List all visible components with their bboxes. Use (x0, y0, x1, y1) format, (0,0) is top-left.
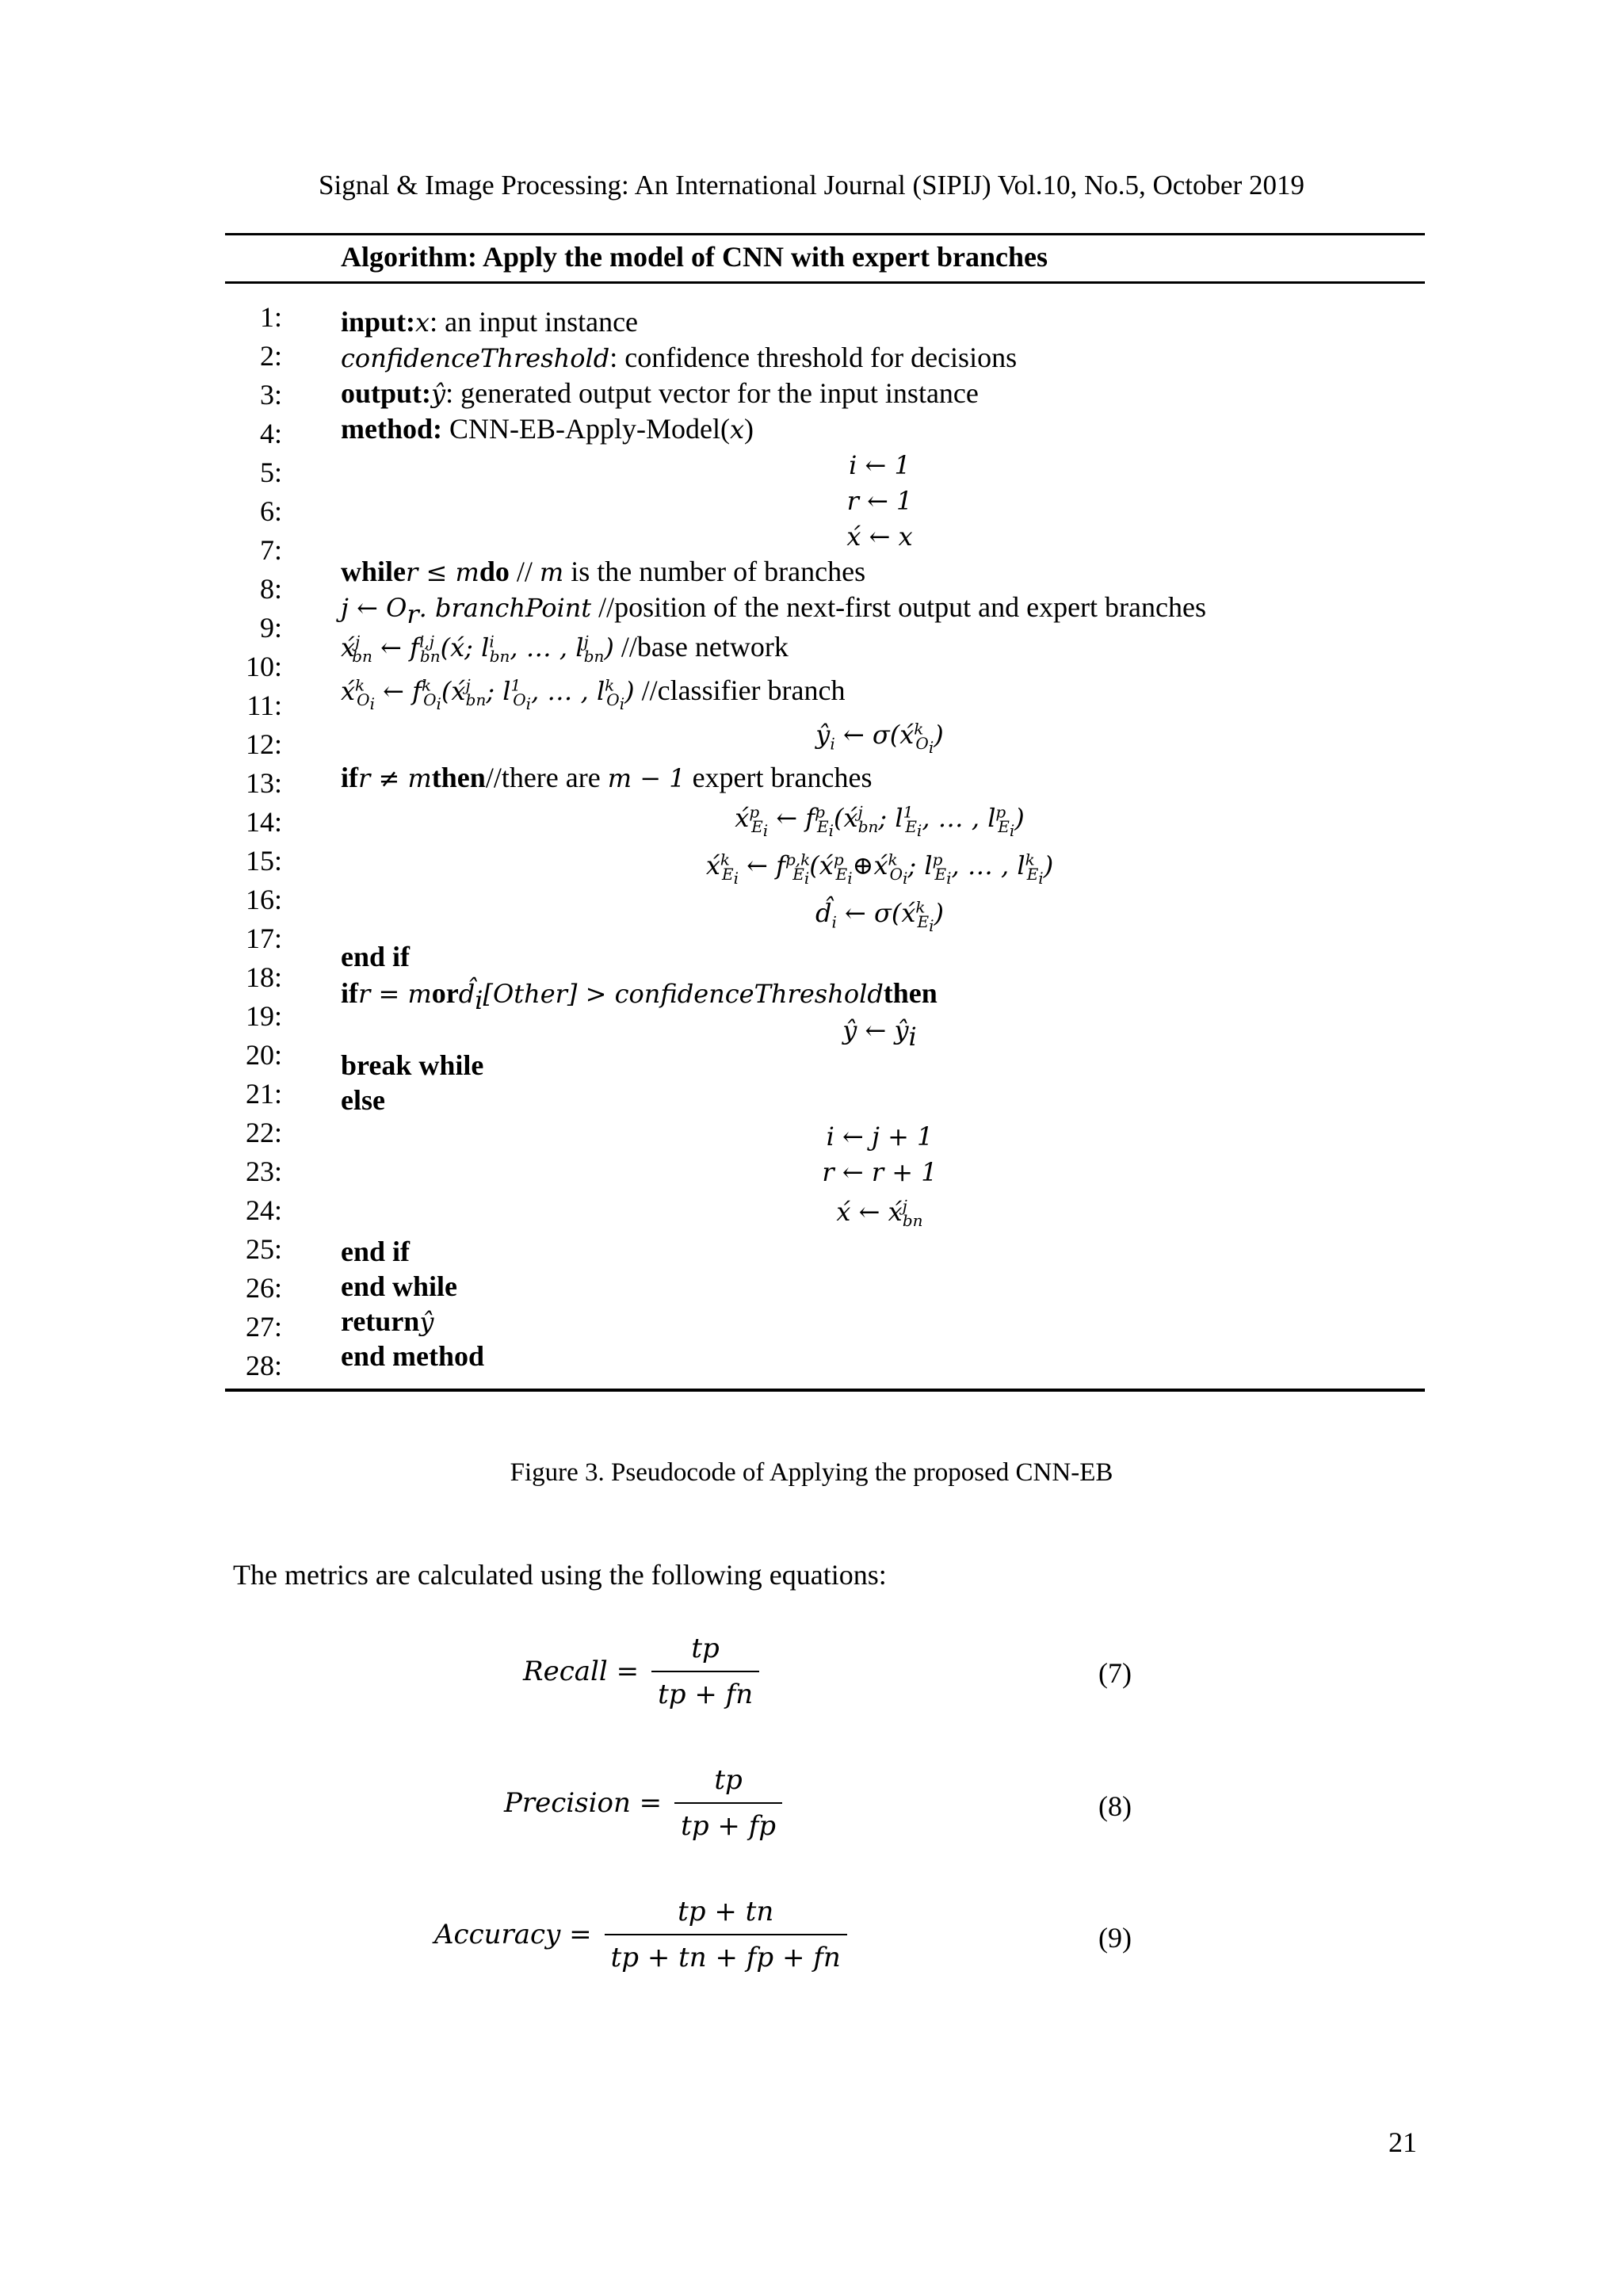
equation-denominator: tp + fp (674, 1802, 782, 1842)
line-number: 6: (259, 495, 282, 527)
line-number: 8: (259, 573, 282, 605)
line-number: 3: (259, 379, 282, 411)
equation-lhs: Precision = (504, 1787, 663, 1819)
line-number: 26: (245, 1272, 282, 1304)
algo-line-assign-output: ŷ ← $ŷ_i$ (842, 1015, 917, 1052)
algo-line-end-if-2: end if (341, 1236, 411, 1267)
equation-accuracy (434, 1896, 847, 1973)
line-number: 22: (245, 1117, 282, 1148)
line-number: 11: (246, 690, 282, 721)
algo-line-expert-k: x́$^k_{E_i}$ ← $f^{p,k}_{E_i}(x́^p_{E_i}\oplus x́^k_{O_i}$; $l^p_{E_i}$, … , $l^k_{E_i}$) (705, 850, 1054, 888)
equation-numerator: tp (691, 1633, 720, 1664)
line-number: 10: (245, 651, 282, 682)
algo-line-while: whiler ≤ mdo // m is the number of branches (341, 556, 866, 587)
line-number: 24: (245, 1194, 282, 1226)
algo-line-update-r: r ← r + 1 (822, 1157, 938, 1187)
body-paragraph: The metrics are calculated using the following equations: (233, 1559, 887, 1591)
algo-line-update-x: x́ ← x́$^j_{bn}$ (836, 1196, 923, 1231)
equation-numerator: tp + tn (678, 1896, 774, 1927)
algo-line-end-while: end while (341, 1270, 458, 1302)
line-number: 23: (245, 1156, 282, 1187)
line-number: 15: (245, 845, 282, 877)
equation-denominator: tp + tn + fp + fn (605, 1934, 847, 1973)
algo-line-if-stop: ifr = $mord̂_i[Other]$ > confidenceThresholdthen (341, 977, 938, 1016)
algo-line-classifier-branch: x́$^k_{O_i}$ ← $f^k_{O_i}(x́^j_{bn}$; $l^1_{O_i}$, … , $l^k_{O_i}$) //classifier branch (341, 674, 846, 714)
algo-line-break: break while (341, 1049, 484, 1081)
line-number: 21: (245, 1078, 282, 1110)
algo-line-method: method: CNN-EB-Apply-Model(x) (341, 413, 754, 445)
algo-line-confidence: confidenceThreshold: confidence threshold for decisions (341, 342, 1018, 373)
page-number: 21 (1388, 2126, 1417, 2158)
equation-precision (504, 1764, 782, 1842)
line-number: 1: (259, 301, 282, 333)
algo-line-decision: $d̂_i$ ← σ(x́$^k_{E_i}$) (815, 897, 945, 936)
line-number: 4: (259, 418, 282, 449)
bottom-rule (225, 1389, 1425, 1392)
equation-fraction (605, 1896, 847, 1973)
algo-line-update-i: i ← j + 1 (826, 1121, 934, 1152)
line-number: 14: (245, 806, 282, 838)
equation-number: (9) (1098, 1922, 1132, 1954)
line-number: 18: (245, 961, 282, 993)
algo-line-branch-point: j ← $O_r$. branchPoint //position of the next-first output and expert branches (341, 591, 1206, 630)
title-rule (225, 281, 1425, 284)
equation-numerator: tp (714, 1764, 743, 1796)
top-rule (225, 233, 1425, 235)
algo-line-init-x: x́ ← x (846, 521, 913, 552)
algo-line-classifier-output: $ŷ_i$ ← σ(x́$^k_{O_i}$) (815, 719, 944, 758)
equation-lhs: Recall = (523, 1656, 640, 1687)
algo-line-init-i: i ← 1 (849, 450, 911, 480)
algo-line-end-if: end if (341, 941, 411, 972)
equation-denominator: tp + fn (651, 1671, 759, 1710)
equation-fraction (674, 1764, 782, 1842)
line-number: 17: (245, 923, 282, 954)
line-number: 9: (259, 612, 282, 644)
equation-number: (7) (1098, 1657, 1132, 1689)
line-number: 12: (245, 728, 282, 760)
algo-line-output: output:ŷ: generated output vector for the input instance (341, 377, 979, 409)
algo-line-end-method: end method (341, 1340, 485, 1372)
line-number: 19: (245, 1000, 282, 1032)
line-number: 2: (259, 340, 282, 372)
equation-number: (8) (1098, 1790, 1132, 1822)
line-number: 20: (245, 1039, 282, 1071)
algo-line-return: returnŷ (341, 1305, 434, 1337)
line-number: 28: (245, 1350, 282, 1381)
line-number: 16: (245, 884, 282, 915)
figure-caption: Figure 3. Pseudocode of Applying the proposed CNN-EB (510, 1458, 1113, 1487)
line-number: 27: (245, 1311, 282, 1343)
algo-line-if-expert: ifr ≠ mthen//there are m − 1 expert branches (341, 762, 873, 793)
line-number: 5: (259, 457, 282, 488)
equation-fraction (651, 1633, 759, 1710)
running-header: Signal & Image Processing: An International Journal (SIPIJ) Vol.10, No.5, October 2019 (319, 170, 1304, 201)
algo-line-else: else (341, 1084, 385, 1116)
line-number: 7: (259, 534, 282, 566)
equation-recall (523, 1633, 759, 1710)
line-number: 13: (245, 767, 282, 799)
algo-line-expert-p: x́$^p_{E_i}$ ← $f^p_{E_i}(x́^j_{bn}$; $l^1_{E_i}$, … , $l^p_{E_i}$) (735, 802, 1025, 841)
algo-line-input: input:x: an input instance (341, 306, 639, 338)
equation-lhs: Accuracy = (434, 1919, 592, 1950)
line-number: 25: (245, 1233, 282, 1265)
algo-line-base-network: x́$^j_{bn}$ ← $f^{i,j}_{bn}(x́$; $l^i_{bn}$, … , $l^j_{bn}$) //base network (341, 631, 789, 667)
algo-line-init-r: r ← 1 (846, 486, 913, 516)
algorithm-title: Algorithm: Apply the model of CNN with expert branches (341, 241, 1048, 273)
